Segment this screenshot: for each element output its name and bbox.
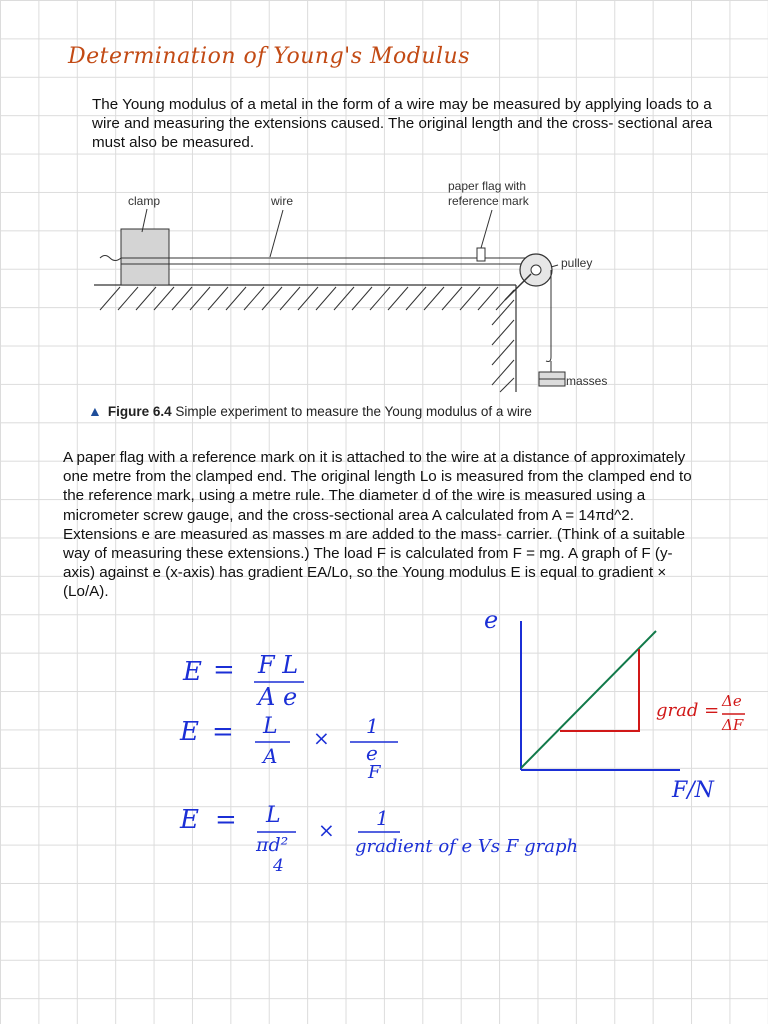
- eq3-lhs: E: [180, 805, 199, 835]
- paper-flag: [477, 248, 485, 261]
- eq2-denominator2-top: e: [366, 741, 378, 765]
- bench-hatching: [100, 287, 514, 392]
- label-wire: wire: [271, 194, 294, 208]
- mass-hook: [546, 347, 551, 362]
- eq2-times: ×: [313, 726, 330, 750]
- page-title: Determination of Young's Modulus: [68, 44, 471, 69]
- wire-leader: [270, 210, 283, 257]
- eq3-numerator2: 1: [376, 806, 389, 830]
- eq3-denominator2: gradient of e Vs F graph: [355, 836, 579, 857]
- clamp-block: [121, 229, 169, 285]
- grad-denominator: ΔF: [722, 716, 744, 734]
- label-flag-line1: paper flag with: [448, 179, 527, 193]
- caption-label: Figure 6.4: [107, 404, 172, 419]
- label-masses: masses: [566, 374, 608, 388]
- eq2-numerator2: 1: [366, 714, 379, 738]
- flag-leader: [481, 210, 492, 248]
- eq3-numerator: L: [266, 803, 281, 828]
- eq3-denominator-top: πd²: [256, 834, 289, 856]
- eq2-denominator: A: [263, 744, 278, 768]
- figure-caption: [88, 403, 532, 419]
- intro-paragraph: The Young modulus of a metal in the form of a wire may be measured by applying loads to a wire and measuring the extensions caused. The original length and the cross- sectional area must also be measured.: [92, 96, 713, 152]
- graph-y-label: e: [484, 606, 499, 634]
- eq2-denominator2-bottom: F: [368, 762, 381, 783]
- body-paragraph: A paper flag with a reference mark on it is attached to the wire at a distance of approximately one metre from the clamped end. The original length Lo is measured from the clamped end to the reference mark, using a metre rule. The diameter d of the wire is measured using a micrometer screw gauge, and the cross-sectional area A calculated from A = 14πd^2. Extensions e are measured as masses m are added to the mass- carrier. (Think of a suitable way of measuring these extensions.) The load F is calculated from F = mg. A graph of F (y-axis) against e (x-axis) has gradient EA/Lo, so the Young modulus E is equal to gradient × (Lo/A).: [63, 449, 692, 601]
- graph-best-fit-line: [521, 631, 656, 768]
- pulley-axle: [531, 265, 541, 275]
- grad-numerator: Δe: [722, 692, 742, 710]
- eq1-lhs: E: [183, 657, 202, 687]
- grad-label: grad =: [656, 700, 720, 721]
- label-pulley: pulley: [561, 256, 593, 270]
- eq1-denominator: A e: [258, 683, 298, 711]
- eq3-times: ×: [318, 818, 335, 842]
- pulley-support: [505, 274, 531, 300]
- eq2-lhs: E: [180, 717, 199, 747]
- label-flag-line2: reference mark: [448, 194, 529, 208]
- eq2-numerator: L: [263, 714, 278, 739]
- eq3-denominator-bottom: 4: [273, 856, 284, 876]
- graph-x-label: F/N: [672, 778, 714, 803]
- eq3-equals: =: [215, 805, 237, 835]
- eq1-equals: =: [213, 655, 235, 685]
- label-clamp: clamp: [128, 194, 161, 208]
- wire-end: [100, 256, 121, 261]
- eq1-numerator: F L: [258, 651, 299, 679]
- caption-text: Simple experiment to measure the Young modulus of a wire: [175, 404, 532, 419]
- triangle-icon: ▲: [88, 403, 102, 419]
- eq2-equals: =: [212, 717, 234, 747]
